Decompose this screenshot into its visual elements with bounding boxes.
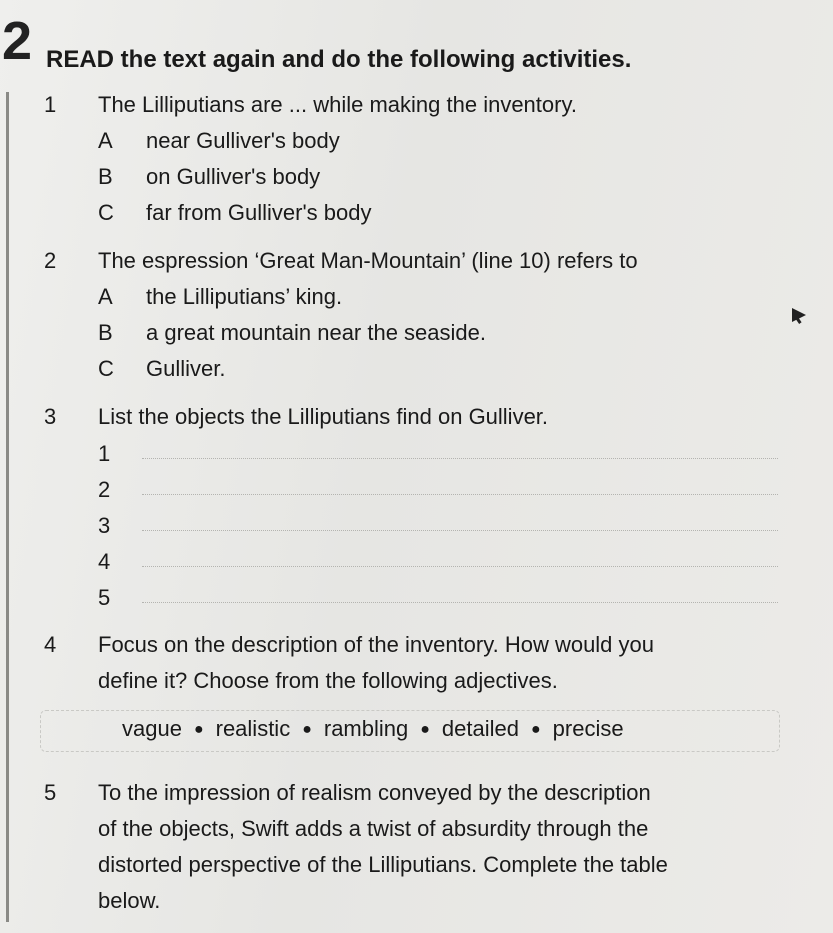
question-2-option-b[interactable] — [98, 320, 486, 346]
question-5-text-line-3: distorted perspective of the Lilliputians. Complete the table — [98, 852, 668, 877]
answer-line-number: 2 — [98, 477, 111, 502]
question-5-text-line-2: of the objects, Swift adds a twist of absurdity through the — [98, 816, 649, 841]
option-text: on Gulliver's body — [146, 164, 321, 189]
exercise-heading: READ the text again and do the following activities. — [46, 46, 632, 73]
option-text: near Gulliver's body — [146, 128, 340, 153]
option-letter: A — [98, 284, 113, 309]
question-2-option-c[interactable] — [98, 356, 225, 382]
adjective-option[interactable]: realistic — [215, 716, 291, 741]
question-3-text: List the objects the Lilliputians find on Gulliver. — [98, 404, 549, 429]
option-letter: C — [98, 356, 114, 381]
adjective-option[interactable]: vague — [122, 716, 182, 741]
question-5-text-line-1: To the impression of realism conveyed by the description — [98, 780, 651, 805]
option-letter: B — [98, 320, 113, 345]
option-text: Gulliver. — [146, 356, 226, 381]
question-4-text-line-1: Focus on the description of the inventory. How would you — [98, 632, 655, 657]
adjective-option[interactable]: detailed — [441, 716, 519, 741]
answer-line-2[interactable] — [142, 494, 778, 495]
question-5-number: 5 — [44, 780, 57, 805]
question-3-number: 3 — [44, 404, 57, 429]
question-2-number: 2 — [44, 248, 57, 273]
page-margin-bar — [6, 92, 9, 922]
option-text: far from Gulliver's body — [146, 200, 372, 225]
adjective-list — [122, 716, 624, 742]
question-1-number: 1 — [44, 92, 57, 117]
question-1-option-a[interactable] — [98, 128, 340, 154]
question-4-text-line-2: define it? Choose from the following adjectives. — [98, 668, 558, 693]
option-letter: A — [98, 128, 113, 153]
answer-line-3[interactable] — [142, 530, 778, 531]
bullet-icon: ● — [302, 721, 312, 738]
answer-line-number: 1 — [98, 441, 111, 466]
option-text: the Lilliputians’ king. — [146, 284, 343, 309]
answer-line-number: 3 — [98, 513, 111, 538]
option-text: a great mountain near the seaside. — [146, 320, 487, 345]
option-letter: B — [98, 164, 113, 189]
question-4-number: 4 — [44, 632, 57, 657]
adjective-option[interactable]: rambling — [323, 716, 409, 741]
bullet-icon: ● — [420, 721, 430, 738]
question-2-option-a[interactable] — [98, 284, 342, 310]
question-1-option-b[interactable] — [98, 164, 320, 190]
answer-line-4[interactable] — [142, 566, 778, 567]
question-2-text: The espression ‘Great Man-Mountain’ (line 10) refers to — [98, 248, 638, 273]
exercise-number: 2 — [2, 11, 33, 71]
answer-line-1[interactable] — [142, 458, 778, 459]
bullet-icon: ● — [531, 721, 541, 738]
question-5-text-line-4: below. — [98, 888, 161, 913]
bullet-icon: ● — [193, 721, 204, 738]
option-letter: C — [98, 200, 114, 225]
question-1-option-c[interactable] — [98, 200, 372, 226]
adjective-option[interactable]: precise — [552, 716, 624, 741]
answer-line-5[interactable] — [142, 602, 778, 603]
answer-line-number: 4 — [98, 549, 111, 574]
answer-line-number: 5 — [98, 585, 111, 610]
question-1-text: The Lilliputians are ... while making the inventory. — [98, 92, 577, 117]
